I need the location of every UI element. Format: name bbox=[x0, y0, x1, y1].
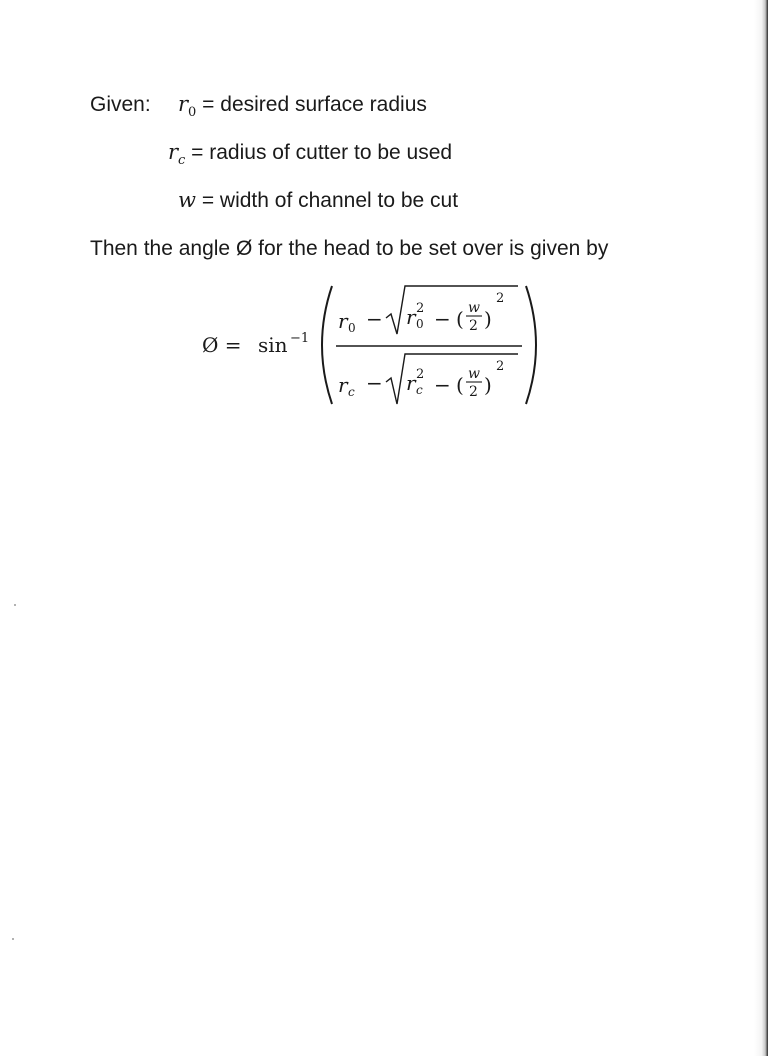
num-minus: − bbox=[366, 307, 383, 331]
r0-definition-text: = desired surface radius bbox=[196, 93, 427, 116]
den-lparen: ( bbox=[456, 373, 464, 397]
num-rparen: ) bbox=[484, 307, 492, 331]
scan-speck bbox=[14, 604, 16, 606]
rc-definition-text: = radius of cutter to be used bbox=[185, 141, 453, 164]
setover-angle-formula bbox=[200, 280, 560, 410]
den-outer-sq: 2 bbox=[496, 359, 505, 374]
num-two: 2 bbox=[469, 318, 478, 334]
den-w: w bbox=[468, 366, 480, 382]
num-r: r bbox=[338, 309, 348, 333]
w-definition-text: = width of channel to be cut bbox=[195, 189, 459, 212]
rc-definition bbox=[168, 140, 453, 168]
num-rad-r: r bbox=[406, 305, 416, 329]
big-right-paren bbox=[526, 286, 536, 404]
formula-lhs: Ø = bbox=[202, 333, 242, 357]
num-rad-sub: 0 bbox=[416, 317, 424, 331]
angle-statement: Then the angle Ø for the head to be set over is given by bbox=[90, 237, 609, 260]
r0-symbol: $r_0$ bbox=[178, 92, 197, 120]
formula-func-exponent: −1 bbox=[290, 331, 310, 346]
given-label: Given: bbox=[90, 93, 151, 116]
den-rparen: ) bbox=[484, 373, 492, 397]
num-outer-sq: 2 bbox=[496, 291, 505, 306]
num-lparen: ( bbox=[456, 307, 464, 331]
w-definition bbox=[178, 190, 458, 211]
scanned-page-edge bbox=[754, 0, 768, 1056]
w-symbol: w bbox=[178, 188, 196, 212]
big-left-paren bbox=[322, 286, 332, 404]
den-minus: − bbox=[366, 371, 383, 395]
r0-definition bbox=[178, 92, 427, 120]
num-rad-minus: − bbox=[434, 307, 451, 331]
scan-speck bbox=[12, 938, 14, 940]
den-two: 2 bbox=[469, 384, 478, 400]
den-rad-sub: c bbox=[416, 383, 423, 397]
num-w: w bbox=[468, 300, 480, 316]
den-r-sub: c bbox=[348, 385, 355, 399]
num-r-sub: 0 bbox=[348, 321, 356, 335]
den-rad-r: r bbox=[406, 371, 416, 395]
den-rad-sq: 2 bbox=[416, 367, 425, 382]
rc-symbol: $r_c$ bbox=[168, 140, 186, 168]
formula-graphic bbox=[200, 280, 560, 410]
den-rad-minus: − bbox=[434, 373, 451, 397]
num-rad-sq: 2 bbox=[416, 301, 425, 316]
formula-func: sin bbox=[258, 333, 288, 357]
den-r: r bbox=[338, 373, 348, 397]
